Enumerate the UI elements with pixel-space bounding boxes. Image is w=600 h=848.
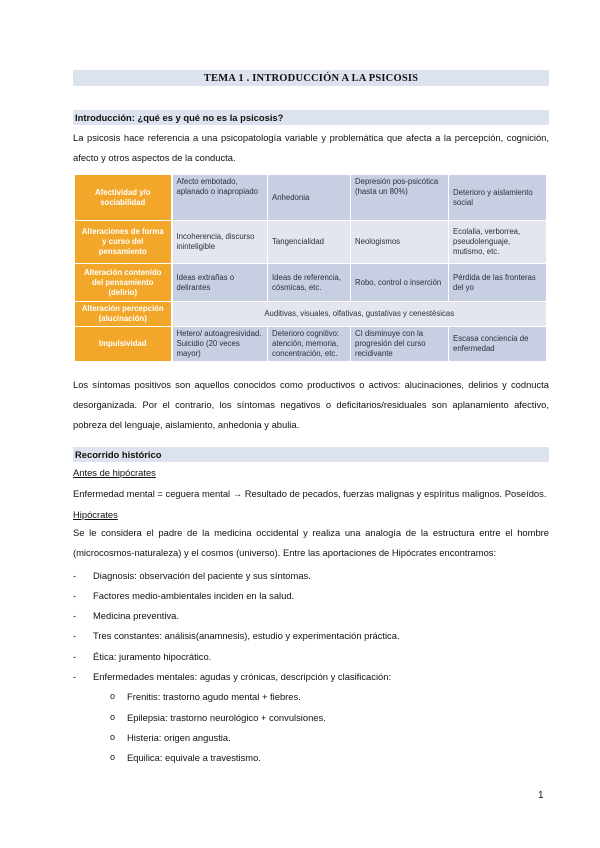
table-cell: Hetero/ autoagresividad. Suicidio (20 veces mayor) <box>172 327 268 362</box>
table-cell: CI disminuye con la progresión del curso recidivante <box>351 327 449 362</box>
page-title: TEMA 1 . INTRODUCCIÓN A LA PSICOSIS <box>203 72 419 84</box>
row-header: Alteración percepción (alucinación) <box>75 302 172 327</box>
table-cell: Incoherencia, discurso ininteligible <box>172 221 268 264</box>
page-number: 1 <box>538 790 544 801</box>
table-cell: Ideas de referencia, cósmicas, etc. <box>268 264 351 302</box>
list-item-text: Factores medio-ambientales inciden en la salud. <box>93 590 295 601</box>
table-cell: Robo, control o inserción <box>351 264 449 302</box>
dash-bullet: - <box>73 651 77 662</box>
hippocrates-subheading: Hipócrates <box>73 509 118 520</box>
history-heading: Recorrido histórico <box>75 449 162 460</box>
intro-paragraph: La psicosis hace referencia a una psicopatología variable y problemática que afecta a la percepción, cognición, afecto y otros aspectos de la conducta. <box>73 132 549 163</box>
list-item-text: Enfermedades mentales: agudas y crónicas, descripción y clasificación: <box>93 671 392 682</box>
row-header: Afectividad y/o sociabilidad <box>75 175 172 221</box>
table-row <box>75 264 547 302</box>
table-row <box>75 327 547 362</box>
table-cell: Pérdida de las fronteras del yo <box>449 264 547 302</box>
dash-bullet: - <box>73 590 77 601</box>
row-header: Alteración contenido del pensamiento (delirio) <box>75 264 172 302</box>
intro-heading: Introducción: ¿qué es y qué no es la psicosis? <box>75 112 284 123</box>
list-item-text: Medicina preventiva. <box>93 610 179 621</box>
table-merged-cell: Auditivas, visuales, olfativas, gustativas y cenestésicas <box>172 302 547 327</box>
title-banner <box>73 70 549 86</box>
table-row <box>75 302 547 327</box>
table-cell: Tangencialidad <box>268 221 351 264</box>
table-row <box>75 175 547 221</box>
table-cell: Anhedonia <box>268 175 351 221</box>
dash-bullet: - <box>73 671 77 682</box>
table-cell: Depresión pos-psicótica (hasta un 80%) <box>351 175 449 221</box>
table-cell: Afecto embotado, aplanado o inapropiado <box>172 175 268 221</box>
table-cell: Neologismos <box>351 221 449 264</box>
table-cell: Deterioro y aislamiento social <box>449 175 547 221</box>
hippocrates-paragraph: Se le considera el padre de la medicina occidental y realiza una analogía de la estructura entre el hombre (microcosmos-naturaleza) y el cosmos (universo). Entre las aportaciones de Hipócrates encontramos: <box>73 527 549 558</box>
sub-list-item-text: Histeria: origen angustia. <box>127 732 231 743</box>
table-cell: Ecolalia, verborrea, pseudolenguaje, mutismo, etc. <box>449 221 547 264</box>
psychosis-symptoms-table <box>74 174 547 362</box>
row-header: Impulsividad <box>75 327 172 362</box>
row-header: Alteraciones de forma y curso del pensamiento <box>75 221 172 264</box>
circle-bullet-icon: o <box>110 712 116 722</box>
before-hippocrates-text: Enfermedad mental = ceguera mental → Resultado de pecados, fuerzas malignas y espíritus malignos. Poseídos. <box>73 488 547 499</box>
list-item-text: Tres constantes: análisis(anamnesis), estudio y experimentación práctica. <box>93 630 400 641</box>
circle-bullet-icon: o <box>110 732 116 742</box>
symptoms-paragraph: Los síntomas positivos son aquellos conocidos como productivos o activos: alucinaciones, delirios y codnucta desorganizada. Por el contrario, los síntomas negativos o deficitarios/residuales son aplanamiento afectivo, pobreza del lenguaje, aislamiento, anhedonia y abulia. <box>73 379 549 430</box>
table-row <box>75 221 547 264</box>
circle-bullet-icon: o <box>110 752 116 762</box>
sub-list-item-text: Epilepsia: trastorno neurológico + convulsiones. <box>127 712 326 723</box>
list-item-text: Diagnosis: observación del paciente y sus síntomas. <box>93 570 311 581</box>
list-item-text: Ética: juramento hipocrático. <box>93 651 212 662</box>
before-hippocrates-subheading: Antes de hipócrates <box>73 467 156 478</box>
sub-list-item-text: Equilica: equivale a travestismo. <box>127 752 261 763</box>
intro-heading-banner <box>73 110 549 125</box>
table-cell: Ideas extrañas o delirantes <box>172 264 268 302</box>
table-cell: Escasa conciencia de enfermedad <box>449 327 547 362</box>
table-cell: Deterioro cognitivo: atención, memoria, concentración, etc. <box>268 327 351 362</box>
dash-bullet: - <box>73 630 77 641</box>
dash-bullet: - <box>73 570 77 581</box>
dash-bullet: - <box>73 610 77 621</box>
sub-list-item-text: Frenitis: trastorno agudo mental + fiebres. <box>127 691 301 702</box>
circle-bullet-icon: o <box>110 691 116 701</box>
history-heading-banner <box>73 447 549 462</box>
